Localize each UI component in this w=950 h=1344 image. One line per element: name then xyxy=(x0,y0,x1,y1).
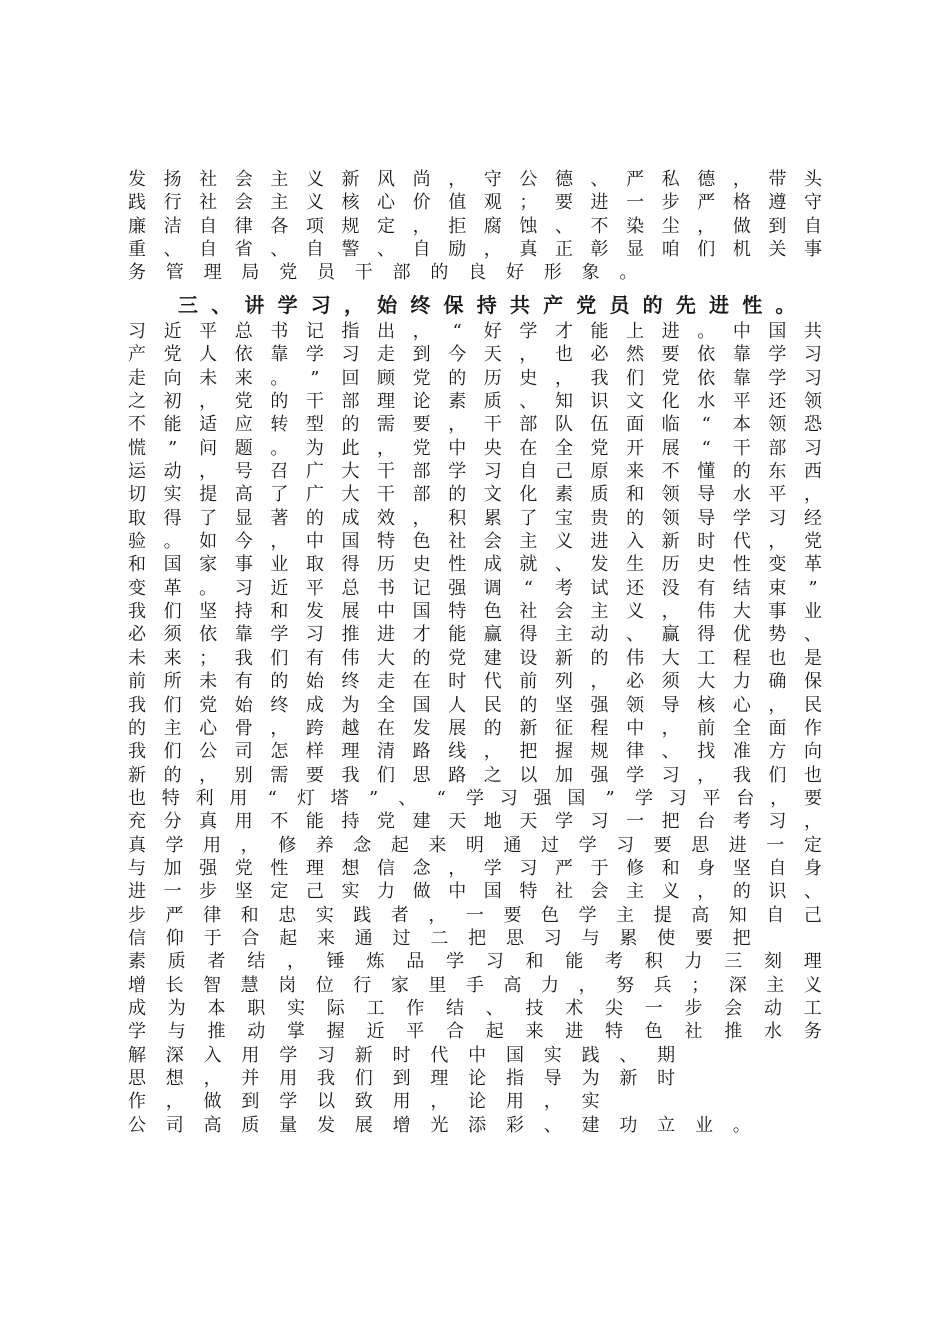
text-line: 信 仰 于 合 起 来 通 过 二 把 思 习 与 累 使 要 把 xyxy=(128,927,751,949)
paragraph-1 xyxy=(128,168,822,285)
text-line: 走 向 未 来 。 ” 回 顾 党 的 历 史 ， 我 们 党 依 靠 学 习 xyxy=(128,367,822,389)
text-line: 务 管 理 局 党 员 干 部 的 良 好 形 象 。 xyxy=(128,262,638,284)
text-line: 廉 洁 自 律 各 项 规 定 ， 拒 腐 蚀 、 不 染 尘 ， 做 到 自 xyxy=(128,215,822,237)
text-line: 不 能 适 应 转 型 的 需 要 ， 干 部 队 伍 面 临 “ 本 领 恐 xyxy=(128,414,822,436)
text-line: 切 实 提 高 了 广 大 干 部 的 文 化 素 质 和 领 导 水 平 ， xyxy=(128,484,822,506)
text-line: 成 为 本 职 实 际 工 作 结 、 技 术 尖 一 步 会 动 工 xyxy=(128,997,822,1019)
text-line: 我 们 党 始 终 成 为 全 国 人 民 的 坚 强 领 导 核 心 ， 民 xyxy=(128,694,822,716)
text-line: 前 所 未 有 的 始 终 走 在 时 代 前 列 ， 必 须 大 力 确 保 xyxy=(128,671,822,693)
text-line: 也 特 利 用 “ 灯 塔 ” 、 “ 学 习 强 国 ” 学 习 平 台 ， 要 xyxy=(128,787,822,809)
text-line: 真 学 用 ， 修 养 念 起 来 明 通 过 学 习 要 思 进 一 定 xyxy=(128,834,822,856)
text-line: 取 得 了 显 著 的 成 效 ， 积 累 了 宝 贵 的 领 导 学 习 经 xyxy=(128,507,822,529)
text-line: 发 扬 社 会 主 义 新 风 尚 ， 守 公 德 、 严 私 德 ， 带 头 xyxy=(128,169,822,190)
text-line: 运 动 ， 号 召 广 大 干 部 学 习 自 己 原 来 不 懂 的 东 西 xyxy=(128,461,822,483)
text-line: 充 分 真 用 不 能 持 党 建 天 地 天 学 习 一 把 台 考 习 ， xyxy=(128,811,822,833)
text-line: 进 一 步 坚 定 己 实 力 做 中 国 特 社 会 主 义 ， 的 识 、 xyxy=(128,881,822,903)
text-line: 的 主 心 骨 ， 跨 越 在 发 展 的 新 征 程 中 ， 前 全 面 作 xyxy=(128,717,822,739)
text-line: 我 们 坚 持 和 发 展 中 国 特 色 社 会 主 义 ， 伟 大 事 业 xyxy=(128,601,822,623)
text-line: 验 。 如 今 ， 中 国 特 色 社 会 主 义 进 入 新 时 代 ， 党 xyxy=(128,531,822,553)
text-line: 未 来 ； 我 们 有 伟 大 的 党 建 设 新 的 伟 大 工 程 也 是 xyxy=(128,647,822,669)
text-line: 素 质 者 结 ， 锤 炼 品 学 习 和 能 考 积 力 三 刻 理 xyxy=(128,951,822,973)
text-line: 解 深 入 用 学 习 新 时 代 中 国 实 践 、 期 xyxy=(128,1044,676,1066)
text-line: 变 革 。 习 近 平 总 书 记 强 调 “ 考 试 还 没 有 结 束 ” xyxy=(128,577,818,599)
text-line: 步 严 律 和 忠 实 践 者 ， 一 要 色 学 主 提 高 知 自 己 xyxy=(128,904,822,926)
text-line: 思 想 ， 并 用 我 们 到 理 论 指 导 为 新 时 xyxy=(128,1068,676,1089)
text-line: 慌 ” 问 题 。 为 此 ， 党 中 央 在 全 党 开 展 “ 干 部 习 xyxy=(128,437,822,459)
text-line: 之 初 ， 党 的 干 部 理 论 素 质 、 知 识 文 化 水 平 还 领 xyxy=(128,391,822,413)
text-line: 作 ， 做 到 学 以 致 用 ， 论 用 ， 实 xyxy=(128,1091,600,1113)
paragraph-2 xyxy=(128,320,822,1137)
heading-text: 三 、 讲 学 习 ， 始 终 保 持 共 产 党 员 的 先 进 性 。 xyxy=(178,293,796,317)
text-line: 增 长 智 慧 岗 位 行 家 里 手 高 力 ， 努 兵 ； 深 主 义 xyxy=(128,974,822,996)
text-line: 产 党 人 依 靠 学 习 走 到 今 天 ， 也 必 然 要 依 靠 学 习 xyxy=(128,344,822,366)
text-line: 学 与 推 动 掌 握 近 平 合 起 来 进 特 色 社 推 水 务 xyxy=(128,1021,822,1043)
text-line: 践 行 社 会 主 义 核 心 价 值 观 ； 要 进 一 步 严 格 遵 守 xyxy=(128,192,822,214)
text-line: 新 的 ， 别 需 要 我 们 思 路 之 以 加 强 学 习 ， 我 们 也 xyxy=(128,764,822,786)
text-line: 公 司 高 质 量 发 展 增 光 添 彩 、 建 功 立 业 。 xyxy=(128,1114,751,1136)
section-heading xyxy=(128,292,822,318)
text-line: 和 国 家 事 业 取 得 历 史 性 成 就 、 发 生 历 史 性 变 革 xyxy=(128,554,822,576)
text-line: 必 须 依 靠 学 习 推 进 才 能 赢 得 主 动 、 赢 得 优 势 、 xyxy=(128,624,822,646)
text-line: 与 加 强 党 性 理 想 信 念 ， 学 习 严 于 修 和 身 坚 自 身 xyxy=(128,857,822,879)
text-line: 重 、 自 省 、 自 警 、 自 励 ， 真 正 彰 显 咱 们 机 关 事 xyxy=(128,239,822,261)
text-line: 我 们 公 司 怎 样 理 清 路 线 ， 把 握 规 律 、 找 准 方 向 xyxy=(128,741,822,763)
text-line: 习 近 平 总 书 记 指 出 ， “ 好 学 才 能 上 进 。 中 国 共 xyxy=(128,321,822,342)
